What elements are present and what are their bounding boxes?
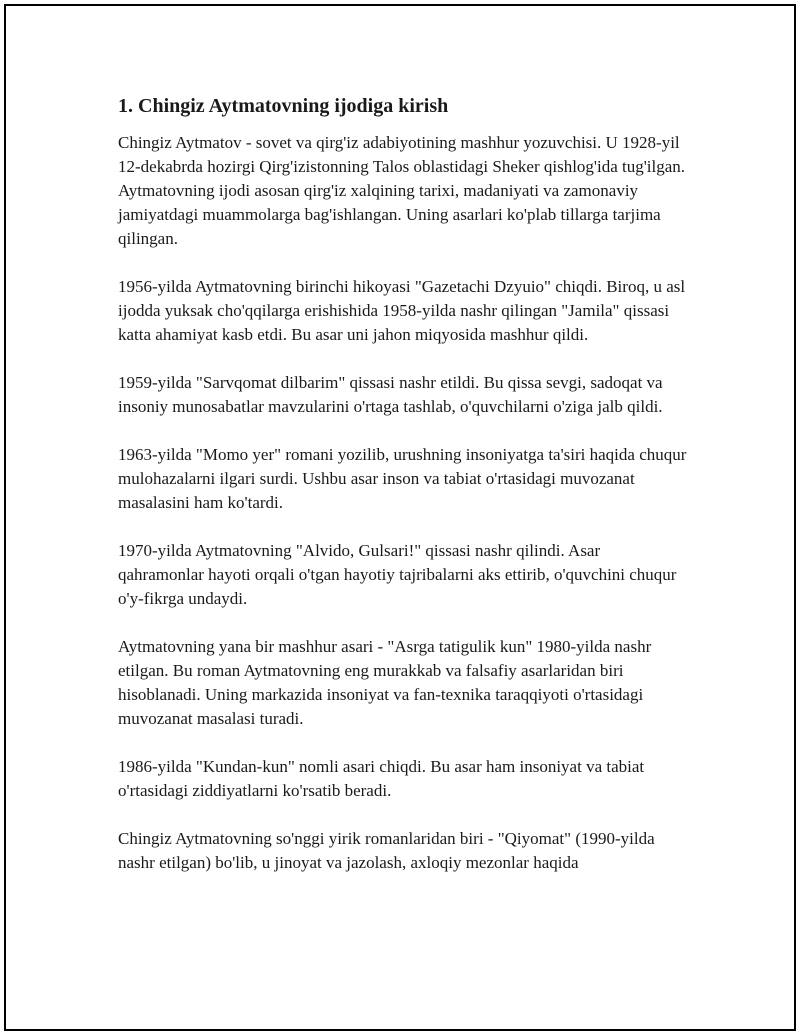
paragraph-6: Aytmatovning yana bir mashhur asari - "Asrga tatigulik kun" 1980-yilda nashr etilgan. Bu roman Aytmatovning eng murakkab va falsafiy asarlaridan biri hisoblanadi. Uning markazida insoniyat va fan-texnika taraqqiyoti o'rtasidagi muvozanat masalasi turadi.	[118, 637, 652, 728]
paragraph-8: Chingiz Aytmatovning so'nggi yirik romanlaridan biri - "Qiyomat" (1990-yilda nashr etilgan) bo'lib, u jinoyat va jazolash, axloqiy mezonlar haqida	[118, 829, 655, 872]
paragraph-5: 1970-yilda Aytmatovning "Alvido, Gulsari!" qissasi nashr qilindi. Asar qahramonlar hayoti orqali o'tgan hayotiy tajribalarni aks ettirib, o'quvchini chuqur o'y-fikrga undaydi.	[118, 541, 677, 608]
paragraph-3: 1959-yilda "Sarvqomat dilbarim" qissasi nashr etildi. Bu qissa sevgi, sadoqat va insoniy munosabatlar mavzularini o'rtaga tashlab, o'quvchilarni o'ziga jalb qildi.	[118, 373, 663, 416]
paragraph-2: 1956-yilda Aytmatovning birinchi hikoyasi "Gazetachi Dzyuio" chiqdi. Biroq, u asl ijodda yuksak cho'qqilarga erishishida 1958-yilda nashr qilingan "Jamila" qissasi katta ahamiyat kasb etdi. Bu asar uni jahon miqyosida mashhur qildi.	[118, 277, 686, 344]
paragraph-7: 1986-yilda "Kundan-kun" nomli asari chiqdi. Bu asar ham insoniyat va tabiat o'rtasidagi ziddiyatlarni ko'rsatib beradi.	[118, 757, 645, 800]
paragraph-1: Chingiz Aytmatov - sovet va qirg'iz adabiyotining mashhur yozuvchisi. U 1928-yil 12-dekabrda hozirgi Qirg'izistonning Talos oblastidagi Sheker qishlog'ida tug'ilgan. Aytmatovning ijodi asosan qirg'iz xalqining tarixi, madaniyati va zamonaviy jamiyatdagi muammolarga bag'ishlangan. Uning asarlari ko'plab tillarga tarjima qilingan.	[118, 133, 686, 248]
section-heading: 1. Chingiz Aytmatovning ijodiga kirish	[118, 95, 449, 117]
paragraph-4: 1963-yilda "Momo yer" romani yozilib, urushning insoniyatga ta'siri haqida chuqur mulohazalarni ilgari surdi. Ushbu asar inson va tabiat o'rtasidagi muvozanat masalasini ham ko'tardi.	[118, 445, 687, 512]
document-body	[118, 92, 688, 899]
